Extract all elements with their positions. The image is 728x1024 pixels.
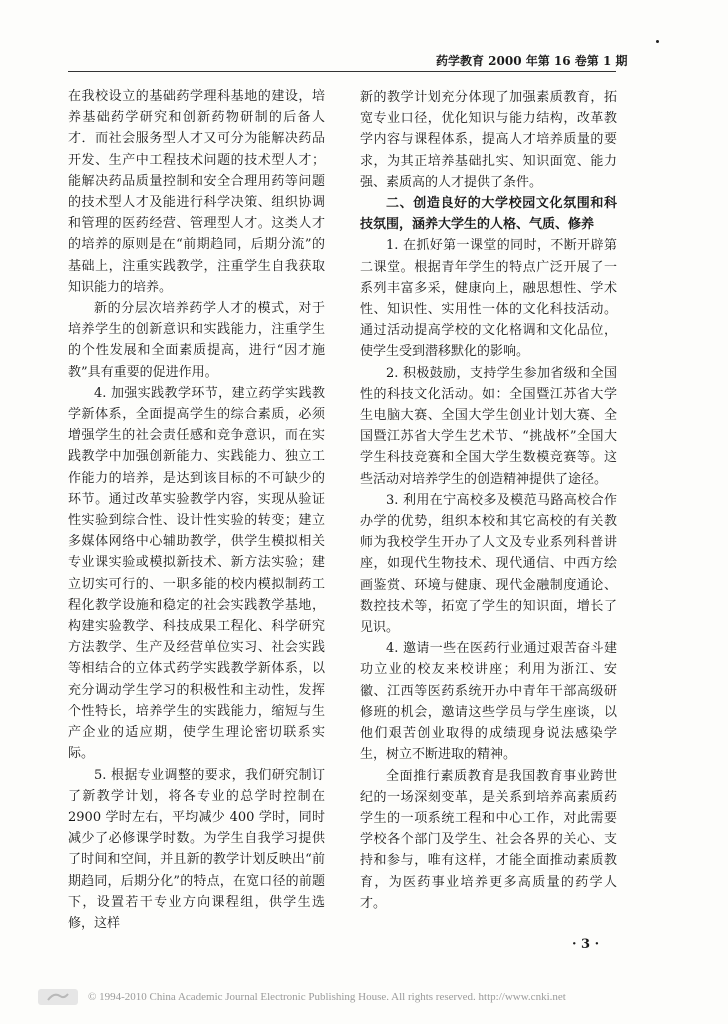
paragraph: 在我校设立的基础药学理科基地的建设，培养基础药学研究和创新药物研制的后备人才．而社会服务型人才又可分为能解决药品开发、生产中工程技术问题的技术型人才；能解决药品质量控制和安全合理用药等问题的技术型人才及能进行科学决策、组织协调和管理的医药经营、管理型人才。这类人才的培养的原则是在“前期趋同，后期分流”的基础上，注重实践教学，注重学生自我获取知识能力的培养。 [68, 89, 325, 295]
paragraph: 1. 在抓好第一课堂的同时，不断开辟第二课堂。根据青年学生的特点广泛开展了一系列丰富多采，健康向上，融思想性、学术性、知识性、实用性一体的文化科技活动。通过活动提高学校的文化格调和文化品位，使学生受到潜移默化的影响。 [360, 238, 617, 360]
copyright-notice: © 1994-2010 China Academic Journal Electronic Publishing House. All rights reserved. http://www.cnki.net [88, 991, 566, 1003]
paragraph: 4. 邀请一些在医药行业通过艰苦奋斗建功立业的校友来校讲座；利用为浙江、安徽、江西等医药系统开办中青年干部高级研修班的机会，邀请这些学员与学生座谈，以他们艰苦创业取得的成绩现身说法感染学生，树立不断进取的精神。 [360, 641, 617, 763]
left-column [68, 86, 325, 934]
paragraph: 新的教学计划充分体现了加强素质教育，拓宽专业口径，优化知识与能力结构，改革教学内容与课程体系，提高人才培养质量的要求，为其正培养基础扎实、知识面宽、能力强、素质高的人才提供了条件。 [360, 90, 617, 190]
right-column [360, 87, 617, 914]
corner-mark [656, 40, 659, 43]
header-rule [68, 71, 616, 72]
running-header: 药学教育 2000 年第 16 卷第 1 期 [436, 54, 628, 68]
cnki-logo-icon [38, 989, 78, 1005]
footer [38, 989, 678, 1009]
paragraph: 5. 根据专业调整的要求，我们研究制订了新教学计划，将各专业的总学时控制在 2900 学时左右，平均减少 400 学时，同时减少了必修课学时数。为学生自我学习提供了时间和空间，并且新的教学计划反映出“前期趋同，后期分化”的特点，在宽口径的前题下，设置若干专业方向课程组，供学生选修，这样 [68, 767, 325, 931]
paragraph: 新的分层次培养药学人才的模式，对于培养学生的创新意识和实践能力，注重学生的个性发展和全面素质提高，进行“因才施教”具有重要的促进作用。 [68, 301, 325, 380]
section-heading: 二、创造良好的大学校园文化氛围和科技氛围，涵养大学生的人格、气质、修养 [360, 196, 617, 233]
paragraph: 全面推行素质教育是我国教育事业跨世纪的一场深刻变革，是关系到培养高素质药学生的一项系统工程和中心工作，对此需要学校各个部门及学生、社会各界的关心、支持和参与，唯有这样，才能全面推动素质教育，为医药事业培养更多高质量的药学人才。 [360, 768, 617, 911]
paragraph: 2. 积极鼓励，支持学生参加省级和全国性的科技文化活动。如：全国暨江苏省大学生电脑大赛、全国大学生创业计划大赛、全国暨江苏省大学生艺术节、“挑战杯”全国大学生科技竞赛和全国大学生数模竞赛等。这些活动对培养学生的创造精神提供了途径。 [360, 365, 617, 487]
page-number: · 3 · [572, 937, 600, 952]
paragraph: 4. 加强实践教学环节，建立药学实践教学新体系，全面提高学生的综合素质，必须增强学生的社会责任感和竞争意识，而在实践教学中加强创新能力、实践能力、独立工作能力的培养，是达到该目标的不可缺少的环节。通过改革实验教学内容，实现从验证性实验到综合性、设计性实验的转变；建立多媒体网络中心辅助教学，供学生模拟相关专业课实验或模拟新技术、新方法实验；建立切实可行的、一职多能的校内模拟制药工程化教学设施和稳定的社会实践教学基地，构建实验教学、科技成果工程化、科学研究方法教学、生产及经营单位实习、社会实践等相结合的立体式药学实践教学新体系，以充分调动学生学习的积极性和主动性，发挥个性特长，培养学生的实践能力，缩短与生产企业的适应期，使学生理论密切联系实际。 [68, 385, 325, 762]
paragraph: 3. 利用在宁高校多及模范马路高校合作办学的优势，组织本校和其它高校的有关教师为我校学生开办了人文及专业系列科普讲座，如现代生物技术、现代通信、中西方绘画鉴赏、环境与健康、现代金融制度通论、数控技术等，拓宽了学生的知识面，增长了见识。 [360, 492, 617, 636]
